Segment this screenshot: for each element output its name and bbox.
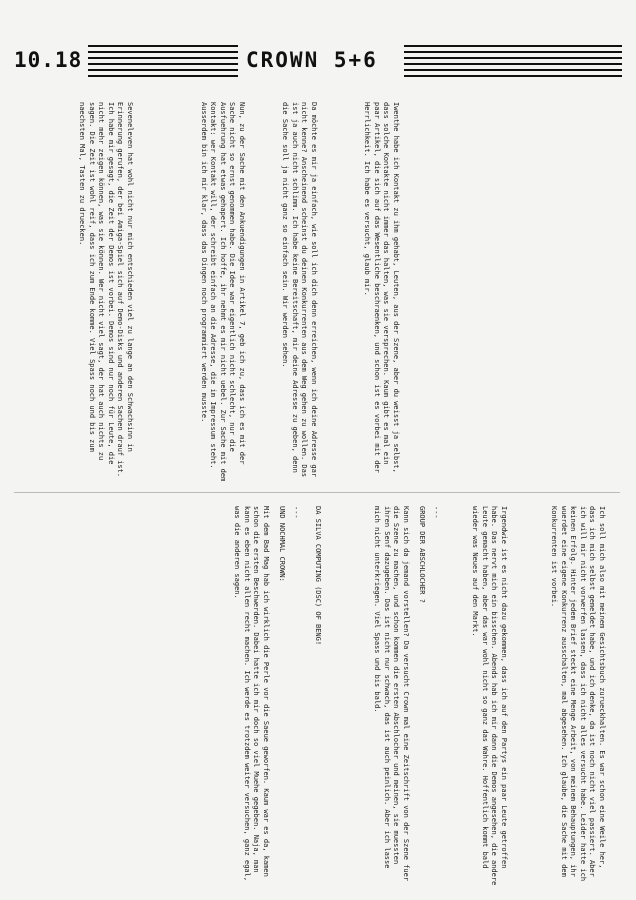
magazine-title: CROWN 5+6 — [246, 48, 378, 72]
lower-text-4: Mit dem Bad Mag hab ich wirklich die Perle vor die Saeue geworfen. Kaum war es da, kamen schon die ersten Beschwerden. Dabei hatte ich mir doch so viel Muehe gegeben. Naja, man kann es eben nicht allen recht machen. Ich werde es trotzdem weiter versuchen, ganz egal, was die anderen sagen. — [233, 506, 270, 886]
upper-text-4: Iwenthe habe ich Kontakt zu ihm gehabt, Leuten, aus der Szene, aber du weisst ja selbst, dass solche Kontakte nicht immer das halten, was sie versprechen. Kaum gibt es mal ein paar Artikel, die sich auf das Wesentliche beschraenken, und schon ist es vorbei mit der Herrlichkeit. Ich habe es versucht, glaub mir. — [363, 102, 400, 478]
lower-heading-group — [414, 506, 426, 886]
dash-separator-2: --- — [292, 506, 300, 519]
dash-separator: --- — [432, 506, 440, 519]
lower-column-1 — [516, 506, 606, 886]
crown-heading: UND NOCHMAL CROWN: — [278, 506, 286, 582]
lower-text-3: Kann sich da jemand vorstellen? Da versucht Crown mal eine Zeitschrift von der Szene fuer die Szene zu machen, und schon kommen die ersten Abschlocher und meinen, sie muessten ihren Senf dazugeben. Das ist nicht nur schwach, das ist auch peinlich. Aber ich lasse mich nicht unterkriegen. Viel Spass und bis bald. — [373, 506, 410, 886]
upper-column-3 — [248, 102, 318, 482]
lower-text-1: Ich soll mich also mit meinem Gesichtsbuch zurueckhalten. Es war schon eine Weile her, dass ich mich selbst gemeldet habe, und ich denke, da ist noch nicht viel passiert. Aber ich will mir nicht vorwerfen lassen, dass ich nicht alles versucht habe. Leider hatte ich keinen Erfolg. Hinter jedem Brief steckt eine Menge Arbeit, von meinem Behauptungen, ihr wuerdet eine eigene Konkurrenz ausschalten, mal abgesehen. Ich glaube, die Sache mit dem Konkurrenten ist vorbei. — [550, 506, 606, 886]
group-heading: GROUP DER ABSCHLOCHER ? — [418, 506, 426, 603]
lower-column-4 — [190, 506, 270, 886]
lower-text-2: Irgendwie ist es nicht dazu gekommen, dass ich auf den Partys ein paar Leute getroffen habe. Das nervt mich ein bisschen. Abends hab ich mir dann die Demos angesehen, die andere Leute gemacht haben, aber das war wohl nicht so ganz das Wahre. Hoffentlich kommt bald wieder was Neues auf den Markt. — [471, 506, 508, 890]
lower-signature — [310, 506, 322, 886]
page-number: 10.18 — [14, 48, 83, 72]
section-divider — [14, 492, 620, 493]
upper-text-2: Nun, zu der Sache mit den Ankuendigungen in Artikel 7, geb ich zu, dass ich es mit der Sache nicht so ernst genommen habe. Die Idee war eigentlich nicht schlecht, nur die Ausfuehrung hat etwas gehapert. Ich hoffe, ihr nehmt es mir nicht uebel. Zur Sache mit dem Kontakt: wer Kontakt will, der schreibt einfach an die Adresse, die im Impressum steht. Ausserdem bin ich mir klar, dass das Dingen noch programmiert werden musste. — [199, 102, 246, 486]
lower-separator-1 — [428, 506, 440, 546]
upper-column-2 — [136, 102, 246, 486]
upper-column-1 — [34, 102, 134, 482]
upper-column-4 — [320, 102, 400, 482]
lower-separator-2 — [288, 506, 300, 546]
lower-heading-crown — [274, 506, 286, 886]
upper-text-1: Seveneleven hat wohl nicht nur mich entschieden viel zu lange an den Schwachsinn in Erinnerung gerufen, der bei Amiga-Spiel sich auf Demo-Disks und anderen Sachen drauf ist. Ich habe mir gesagt, die Zeit der Demos ist vorbei. Demos sind nur noch für Leute, die nicht mehr zeigen können, was sie können. Wer nicht viel sagt, der hat auch nichts zu sagen. Die Zeit ist wohl reif, dass ich zum Ende komme. Viel Spass noch und bis zum naechsten Mal, Tasten zu druecken. — [78, 102, 134, 482]
lower-column-2 — [448, 506, 508, 890]
header-stripes-right — [404, 45, 622, 79]
upper-text-3: Da möchte es mir ja einfach, wie soll ich dich denn erreichen, wenn ich deine Adresse gar nicht kenne? Anscheinend scheinst du deinen Konkurrenten aus dem Weg gehen zu wollen. Das ist ja auch nicht schlimm. Ich habe keine Bereitschaft, mir deine Adresse zu geben, denn die Sache soll ja nicht ganz so einfach sein. Wir werden sehen. — [281, 102, 318, 482]
page-header — [14, 42, 622, 82]
header-stripes-left — [88, 45, 238, 79]
lower-column-3 — [330, 506, 410, 886]
signature-line: DA SILVA COMPUTING (DSC) OF BENG! — [314, 506, 322, 646]
